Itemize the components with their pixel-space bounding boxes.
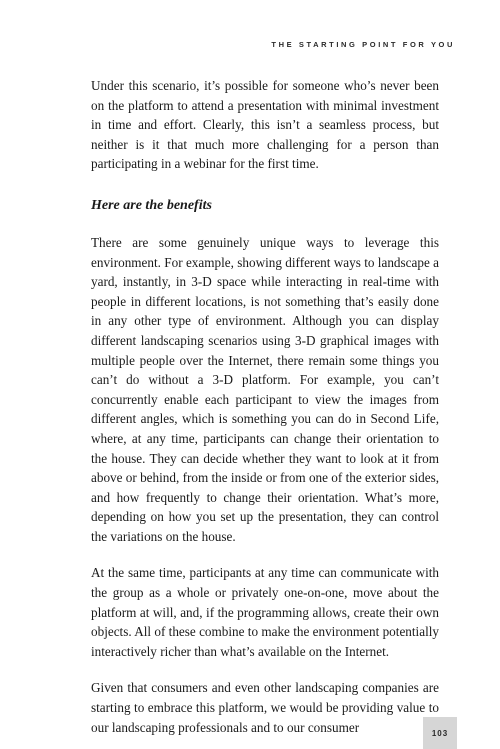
- paragraph-benefits: There are some genuinely unique ways to leverage this environment. For example, showing different ways to landscape a yard, instantly, in 3-D space while interacting in real-time with people in different locations, is not something that’s easily done in any other type of environment. Although you can display different landscaping scenarios using 3-D graphical images with multiple people over the Internet, there remain some things you can’t do without a 3-D platform. For example, you can’t concurrently enable each participant to view the images from different angles, which is something you can do in Second Life, where, at any time, participants can change their orientation to the house. They can decide whether they want to look at it from above or behind, from the inside or from one of the exterior sides, and how frequently to change their orientation. What’s more, depending on how you set up the presentation, they can control the variations on the house.: [91, 234, 439, 544]
- body-text: [91, 76, 439, 737]
- paragraph-consumers: Given that consumers and even other landscaping companies are starting to embrace this platform, we would be providing value to our landscaping professionals and to our consumer: [91, 680, 439, 735]
- page-number: 103: [431, 728, 449, 738]
- section-heading: Here are the benefits: [91, 197, 212, 213]
- page-number-box: [423, 717, 457, 749]
- paragraph-communication: At the same time, participants at any time can communicate with the group as a whole or privately one-on-one, move about the platform at will, and, if the programming allows, create their own objects. All of these combine to make the environment potentially interactively richer than what’s available on the Internet.: [91, 565, 439, 659]
- paragraph-intro: Under this scenario, it’s possible for someone who’s never been on the platform to attend a presentation with minimal investment in time and effort. Clearly, this isn’t a seamless process, but neither is it that much more challenging for a person than participating in a webinar for the first time.: [91, 78, 439, 172]
- running-head: THE STARTING POINT FOR YOU: [271, 40, 455, 49]
